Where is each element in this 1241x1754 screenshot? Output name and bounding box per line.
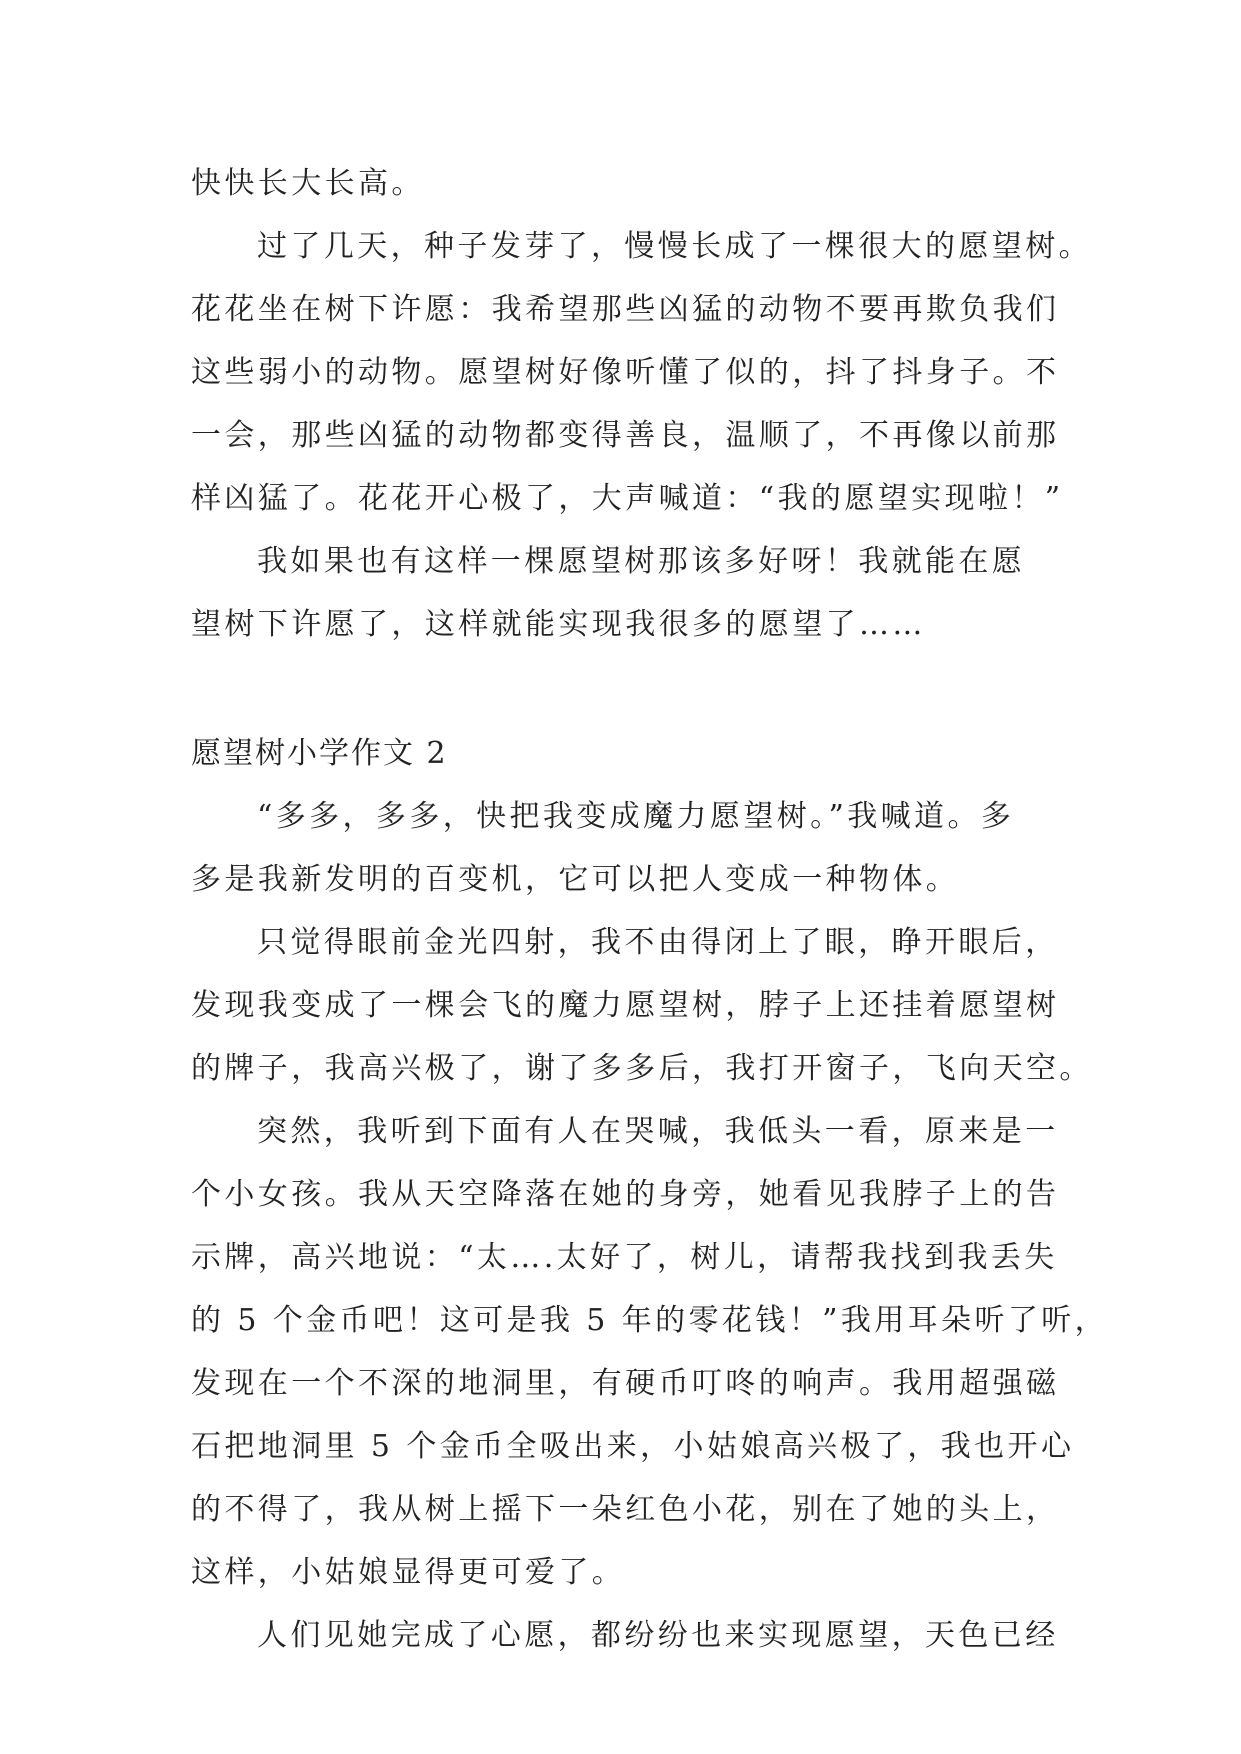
paragraph-line: 一会，那些凶猛的动物都变得善良，温顺了，不再像以前那: [191, 418, 1060, 453]
paragraph-line: 快快长大长高。: [191, 166, 425, 201]
paragraph-line: 样凶猛了。花花开心极了，大声喊道：“我的愿望实现啦！”: [191, 481, 1064, 516]
paragraph-line: 过了几天，种子发芽了，慢慢长成了一棵很大的愿望树。: [257, 229, 1092, 264]
paragraph-line: 的不得了，我从树上摇下一朵红色小花，别在了她的头上，: [191, 1492, 1060, 1527]
paragraph-line: 示牌，高兴地说：“太….太好了，树儿，请帮我找到我丢失: [191, 1240, 1058, 1275]
paragraph-line: 的牌子，我高兴极了，谢了多多后，我打开窗子，飞向天空。: [191, 1051, 1093, 1086]
paragraph-line: “多多，多多，快把我变成魔力愿望树。”我喊道。多: [257, 799, 1015, 834]
paragraph-line: 人们见她完成了心愿，都纷纷也来实现愿望，天色已经: [257, 1618, 1059, 1653]
paragraph-line: 突然，我听到下面有人在哭喊，我低头一看，原来是一: [257, 1114, 1059, 1149]
paragraph-line: 这些弱小的动物。愿望树好像听懂了似的，抖了抖身子。不: [191, 355, 1060, 390]
paragraph-line: 发现在一个不深的地洞里，有硬币叮咚的响声。我用超强磁: [191, 1366, 1060, 1401]
paragraph-line: 的 5 个金币吧！这可是我 5 年的零花钱！”我用耳朵听了听，: [191, 1303, 1109, 1338]
paragraph-line: 只觉得眼前金光四射，我不由得闭上了眼，睁开眼后，: [257, 925, 1059, 960]
paragraph-line: 发现我变成了一棵会飞的魔力愿望树，脖子上还挂着愿望树: [191, 988, 1060, 1023]
paragraph-line: 多是我新发明的百变机，它可以把人变成一种物体。: [191, 862, 960, 897]
paragraph-line: 望树下许愿了，这样就能实现我很多的愿望了……: [191, 607, 926, 642]
paragraph-line: 这样，小姑娘显得更可爱了。: [191, 1555, 626, 1590]
paragraph-line: 我如果也有这样一棵愿望树那该多好呀！我就能在愿: [257, 544, 1026, 579]
paragraph-line: 花花坐在树下许愿：我希望那些凶猛的动物不要再欺负我们: [191, 292, 1060, 327]
paragraph-line: 个小女孩。我从天空降落在她的身旁，她看见我脖子上的告: [191, 1177, 1060, 1212]
document-body: [191, 152, 1109, 1667]
section-spacer: [191, 656, 1053, 722]
paragraph-line: 石把地洞里 5 个金币全吸出来，小姑娘高兴极了，我也开心: [191, 1429, 1075, 1464]
section-heading: 愿望树小学作文 2: [191, 736, 448, 771]
